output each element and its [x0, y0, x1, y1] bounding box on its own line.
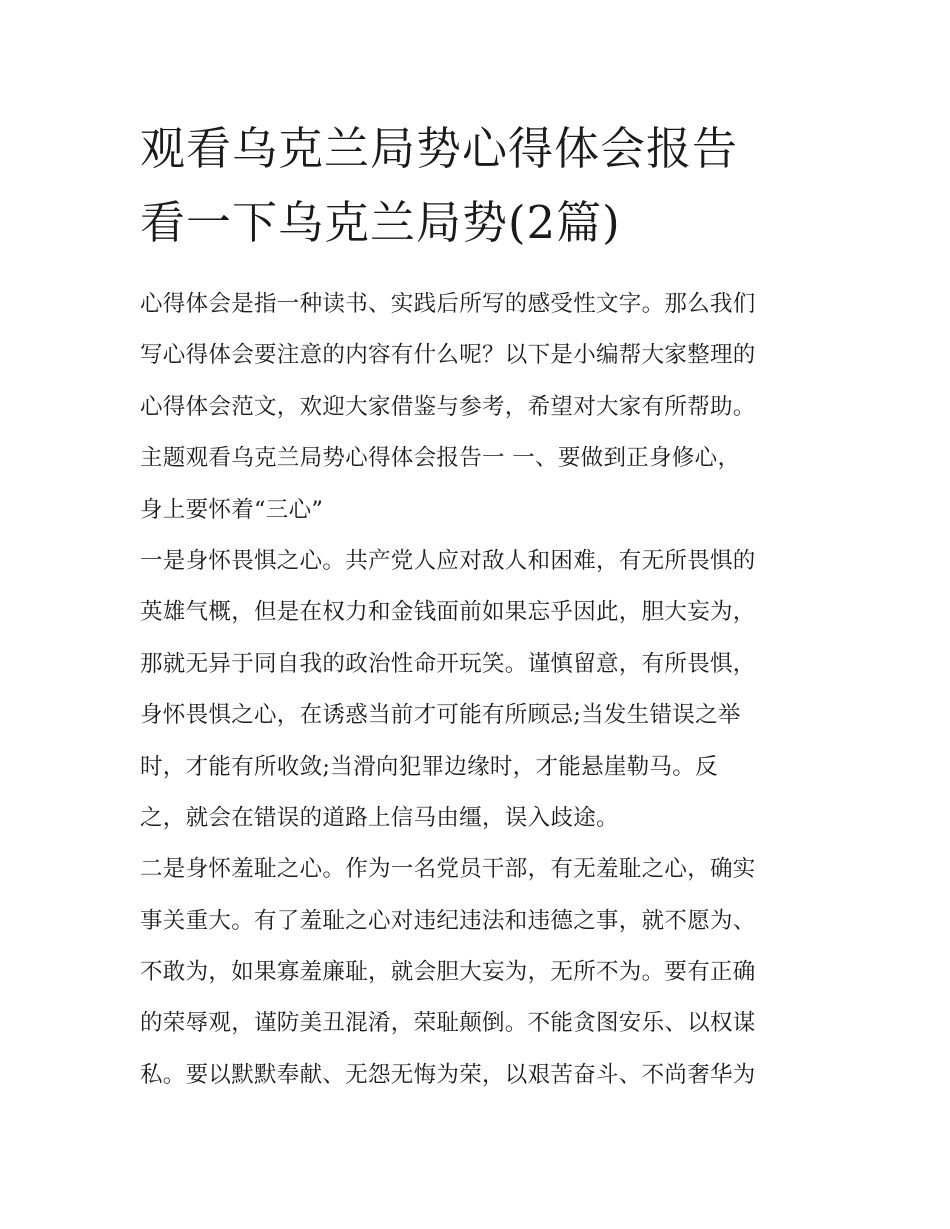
- body-line: 二是身怀羞耻之心。作为一名党员干部，有无羞耻之心，确实: [140, 856, 756, 883]
- body-line: 之，就会在错误的道路上信马由缰，误入歧途。: [140, 804, 619, 831]
- title-line: 观看乌克兰局势心得体会报告: [140, 122, 739, 175]
- body-line: 私。要以默默奉献、无怨无悔为荣，以艰苦奋斗、不尚奢华为: [140, 1061, 756, 1088]
- body-line: 时，才能有所收敛;当滑向犯罪边缘时，才能悬崖勒马。反: [140, 753, 718, 780]
- body-line: 身上要怀着“三心”: [140, 496, 324, 523]
- body-line: 主题观看乌克兰局势心得体会报告一 一、要做到正身修心，: [140, 445, 741, 472]
- title-line: 看一下乌克兰局势(2篇): [140, 196, 621, 249]
- body-line: 心得体会范文，欢迎大家借鉴与参考，希望对大家有所帮助。: [140, 393, 756, 420]
- body-line: 那就无异于同自我的政治性命开玩笑。谨慎留意，有所畏惧，: [140, 650, 756, 677]
- document-title: [140, 112, 820, 260]
- body-line: 英雄气概，但是在权力和金钱面前如果忘乎因此，胆大妄为，: [140, 599, 756, 626]
- document-body: [140, 279, 820, 1101]
- body-line: 不敢为，如果寡羞廉耻，就会胆大妄为，无所不为。要有正确: [140, 959, 756, 986]
- body-line: 一是身怀畏惧之心。共产党人应对敌人和困难，有无所畏惧的: [140, 547, 756, 574]
- body-line: 写心得体会要注意的内容有什么呢？以下是小编帮大家整理的: [140, 342, 756, 369]
- body-line: 事关重大。有了羞耻之心对违纪违法和违德之事，就不愿为、: [140, 907, 756, 934]
- body-line: 心得体会是指一种读书、实践后所写的感受性文字。那么我们: [140, 291, 756, 317]
- body-line: 身怀畏惧之心，在诱惑当前才可能有所顾忌;当发生错误之举: [140, 702, 741, 729]
- body-line: 的荣辱观，谨防美丑混淆，荣耻颠倒。不能贪图安乐、以权谋: [140, 1010, 756, 1037]
